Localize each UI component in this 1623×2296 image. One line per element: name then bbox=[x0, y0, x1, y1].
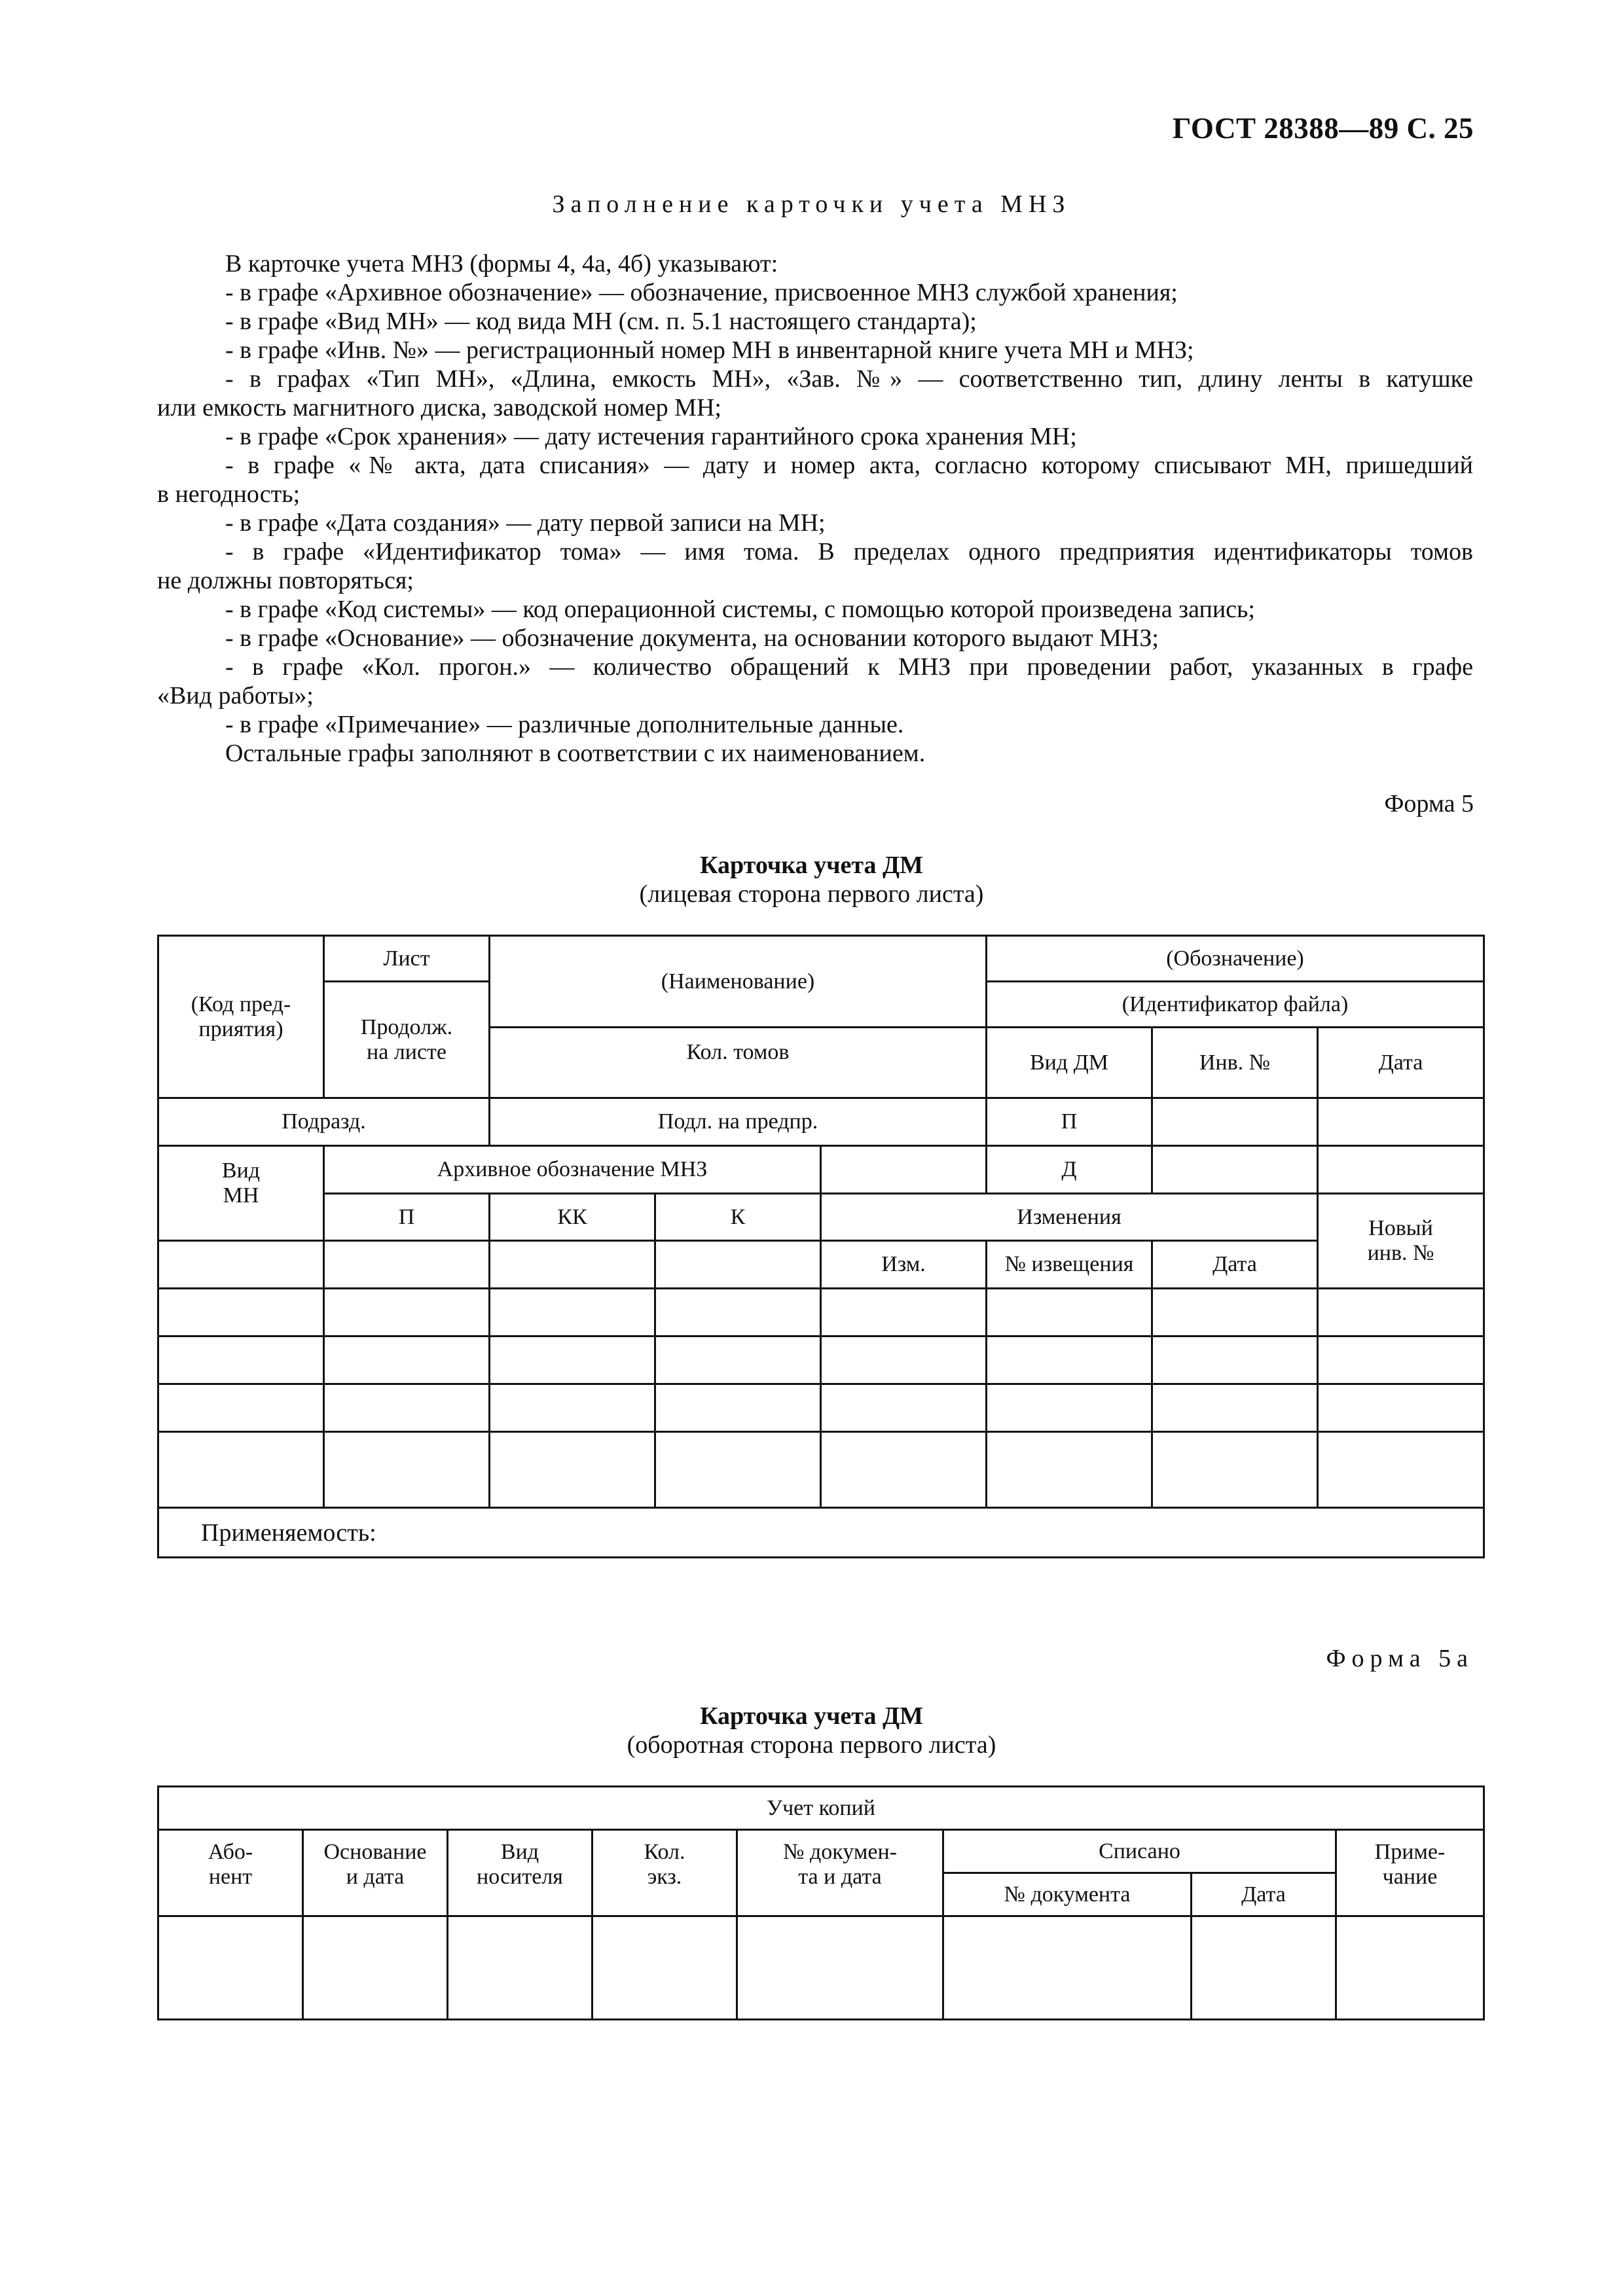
instruction-line: - в графе «Идентификатор тома» — имя тома. В пределах одного предприятия идентификаторы томов bbox=[225, 538, 1473, 565]
form5-subtitle: (лицевая сторона первого листа) bbox=[639, 880, 984, 908]
form5-title: Карточка учета ДМ bbox=[699, 852, 924, 879]
cell-naimenovanie: (Наименование) bbox=[490, 936, 987, 1028]
cell-no-izvescheniya: № извещения bbox=[987, 1241, 1152, 1289]
cell-novy-inv: Новый инв. № bbox=[1318, 1194, 1484, 1289]
cell-vid-nositelya: Вид носителя bbox=[448, 1830, 593, 1916]
cell-arhivnoe: Архивное обозначение МНЗ bbox=[324, 1146, 821, 1194]
section-title: Заполнение карточки учета МНЗ bbox=[552, 190, 1071, 218]
cell-abonent: Або- нент bbox=[158, 1830, 303, 1916]
cell-data: Дата bbox=[1192, 1873, 1336, 1916]
instruction-line: - в графе «Примечание» — различные дополнительные данные. bbox=[225, 711, 904, 738]
form5-table bbox=[157, 935, 1485, 1558]
cell-vid-dm: Вид ДМ bbox=[987, 1028, 1152, 1098]
instruction-line: - в графе «Кол. прогон.» — количество обращений к МНЗ при проведении работ, указанных в графе bbox=[225, 653, 1473, 681]
cell-empty bbox=[821, 1146, 987, 1194]
cell-izmeneniya: Изменения bbox=[821, 1194, 1318, 1241]
cell-podl: Подл. на предпр. bbox=[490, 1098, 987, 1146]
cell-empty bbox=[1152, 1098, 1318, 1146]
cell-data-izm: Дата bbox=[1152, 1241, 1318, 1289]
instruction-line: - в графе «Вид МН» — код вида МН (см. п. 5.1 настоящего стандарта); bbox=[225, 308, 977, 335]
cell-kol-tomov: Кол. томов bbox=[490, 1028, 987, 1098]
cell-p-mark: П bbox=[987, 1098, 1152, 1146]
instruction-line: В карточке учета МНЗ (формы 4, 4а, 4б) указывают: bbox=[225, 250, 778, 278]
instruction-line: Остальные графы заполняют в соответствии с их наименованием. bbox=[225, 740, 926, 767]
page-header: ГОСТ 28388—89 С. 25 bbox=[1172, 112, 1474, 145]
cell-podrazd: Подразд. bbox=[158, 1098, 490, 1146]
cell-data: Дата bbox=[1318, 1028, 1484, 1098]
cell-vid-mn: Вид МН bbox=[158, 1146, 324, 1241]
cell-izm: Изм. bbox=[821, 1241, 987, 1289]
cell-primechanie: Приме- чание bbox=[1336, 1830, 1484, 1916]
instruction-line: или емкость магнитного диска, заводской номер МН; bbox=[157, 394, 721, 422]
cell-no-dokumenta-data: № докумен- та и дата bbox=[737, 1830, 943, 1916]
instruction-line: не должны повторяться; bbox=[157, 567, 414, 594]
cell-d-mark: Д bbox=[987, 1146, 1152, 1194]
cell-inv: Инв. № bbox=[1152, 1028, 1318, 1098]
cell-kk: КК bbox=[490, 1194, 655, 1241]
instruction-line: в негодность; bbox=[157, 480, 301, 508]
cell-empty bbox=[490, 1241, 655, 1289]
cell-empty bbox=[1152, 1146, 1318, 1194]
form5a-title: Карточка учета ДМ bbox=[699, 1702, 924, 1730]
instruction-line: - в графе «№ акта, дата списания» — дату и номер акта, согласно которому списывают МН, пришедший bbox=[225, 452, 1473, 479]
cell-uchet-kopiy: Учет копий bbox=[158, 1787, 1484, 1830]
cell-prodolzh: Продолж. на листе bbox=[324, 982, 490, 1098]
instruction-line: - в графе «Основание» — обозначение документа, на основании которого выдают МНЗ; bbox=[225, 624, 1159, 652]
cell-no-dokumenta: № документа bbox=[943, 1873, 1192, 1916]
instructions-body bbox=[157, 249, 1473, 768]
instruction-line: - в графе «Срок хранения» — дату истечения гарантийного срока хранения МН; bbox=[225, 423, 1077, 450]
form5a-table bbox=[157, 1785, 1485, 2020]
cell-k: К bbox=[655, 1194, 821, 1241]
cell-list: Лист bbox=[324, 936, 490, 982]
cell-empty bbox=[1318, 1098, 1484, 1146]
cell-empty bbox=[324, 1241, 490, 1289]
cell-kod-predpriyatiya: (Код пред- приятия) bbox=[158, 936, 324, 1098]
instruction-line: - в графе «Архивное обозначение» — обозначение, присвоенное МНЗ службой хранения; bbox=[225, 279, 1178, 306]
form5a-label: Форма 5а bbox=[1326, 1645, 1474, 1672]
cell-identifikator: (Идентификатор файла) bbox=[987, 982, 1484, 1028]
cell-osnovanie: Основание и дата bbox=[303, 1830, 448, 1916]
cell-empty bbox=[158, 1241, 324, 1289]
cell-spisano: Списано bbox=[943, 1830, 1336, 1873]
cell-empty bbox=[655, 1241, 821, 1289]
form5-label: Форма 5 bbox=[1384, 790, 1474, 817]
cell-kol-ekz: Кол. экз. bbox=[593, 1830, 737, 1916]
cell-empty bbox=[1318, 1146, 1484, 1194]
instruction-line: - в графах «Тип МН», «Длина, емкость МН», «Зав. №» — соответственно тип, длину ленты в катушке bbox=[225, 365, 1473, 393]
instruction-line: - в графе «Код системы» — код операционной системы, с помощью которой произведена запись; bbox=[225, 596, 1255, 623]
form5a-subtitle: (оборотная сторона первого листа) bbox=[627, 1731, 996, 1759]
cell-primenyaemost: Применяемость: bbox=[158, 1508, 1484, 1558]
cell-p: П bbox=[324, 1194, 490, 1241]
instruction-line: - в графе «Дата создания» — дату первой записи на МН; bbox=[225, 509, 826, 537]
instruction-line: - в графе «Инв. №» — регистрационный номер МН в инвентарной книге учета МН и МНЗ; bbox=[225, 336, 1194, 364]
cell-oboznachenie: (Обозначение) bbox=[987, 936, 1484, 982]
instruction-line: «Вид работы»; bbox=[157, 682, 314, 709]
